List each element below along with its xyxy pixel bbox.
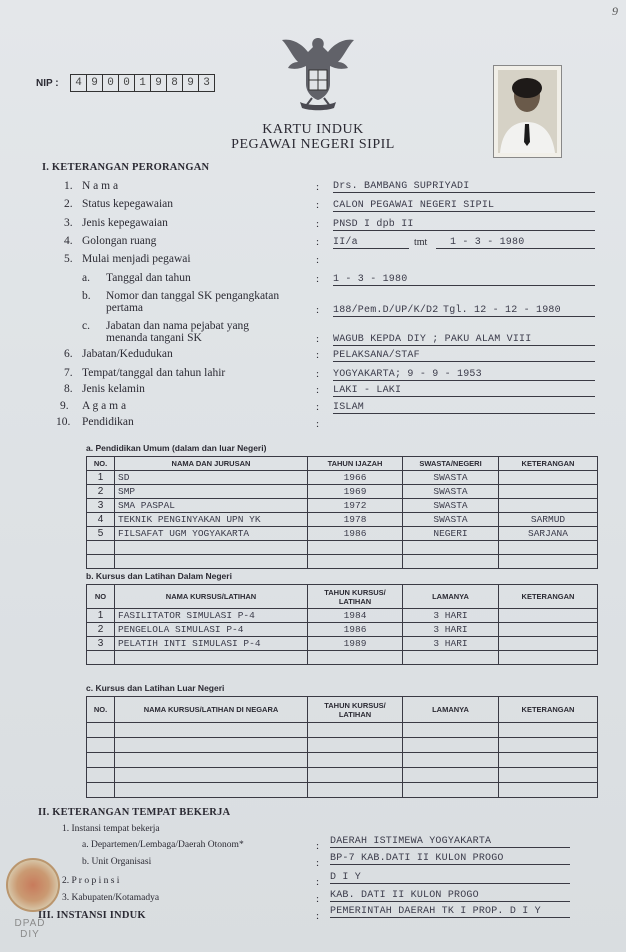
nip-label: NIP : bbox=[36, 78, 59, 89]
table-cell: 3 bbox=[87, 637, 115, 651]
table-row bbox=[87, 623, 598, 637]
col-header: NO. bbox=[87, 697, 115, 723]
col-header: NAMA KURSUS/LATIHAN DI NEGARA bbox=[115, 697, 308, 723]
table-row bbox=[87, 753, 598, 768]
table-cell bbox=[308, 738, 403, 753]
label-unit: b. Unit Organisasi bbox=[82, 857, 152, 867]
label-sk-2: pertama bbox=[106, 302, 144, 314]
table-row bbox=[87, 513, 598, 527]
col-header: LAMANYA bbox=[403, 697, 499, 723]
item-letter: c. bbox=[82, 320, 90, 332]
label-jenis: Jenis kepegawaian bbox=[82, 217, 168, 229]
table-cell bbox=[403, 768, 499, 783]
table-cell bbox=[499, 738, 598, 753]
col-header: TAHUN KURSUS/ LATIHAN bbox=[308, 585, 403, 609]
table-b-title: b. Kursus dan Latihan Dalam Negeri bbox=[86, 571, 232, 581]
watermark-line: DIY bbox=[20, 929, 40, 940]
table-row bbox=[87, 555, 598, 569]
nip-digit: 1 bbox=[135, 75, 151, 91]
document-page: 9 NIP : 4 9 0 0 1 9 8 9 3 KARTU INDUK PEGAWAI NEGERI SIPIL I. KETERANGAN PERORANGAN 1. N a m a : Drs. BAMBANG SUPRIYADI 2. Status kepegawaian : CALON PEGAWAI NEGERI SIPIL 3. Jenis kepegawaian : PNSD I dpb II 4. Golongan ruang : II/a tmt 1 - 3 - 1980 5. Mulai menjadi pegawai : a. Tanggal dan tahun : 1 - 3 - 1980 b. Nomor dan tanggal SK pengangkatan pertama : 188/Pem.D/UP/K/D2 Tgl. 12 - 12 - 1980 c. Jabatan dan nama pejabat yang menanda tangani SK : WAGUB KEPDA DIY ; PAKU ALAM VIII 6. Jabatan/Kedudukan : PELAKSANA/STAF 7. Tempat/tanggal dan tahun lahir : YOGYAKARTA; 9 - 9 - 1953 8. Jenis kelamin : LAKI - LAKI 9. A g a m a : ISLAM 10. Pendidikan : a. Pendidikan Umum (dalam dan luar Negeri) NO. NAMA DAN JURUSAN TAHUN IJAZAH SWASTA/NEGERI KETERANGAN 1 SD 1966 SWASTA 2 SMP 1969 SWASTA 3 SMA PASPAL 1972 SWASTA 4 TEKNIK PENGINYAKAN UPN YK 1978 SWASTA SARMUD 5 FILSAFAT UGM YOGYAKARTA 1986 NEGERI SARJANA b. Kursus dan Latihan Dalam Negeri NO NAMA KURSUS/LATIHAN TAHUN KURSUS/ LATIHAN LAMANYA KETERANGAN 1 FASILITATOR SIMULASI P-4 1984 3 HARI 2 PENGELOLA SIMULASI P-4 1986 3 HARI 3 PELATIH INTI SIMULASI P-4 1989 3 HARI c. Kursus dan Latihan Luar Negeri NO. NAMA KURSUS/LATIHAN DI NEGARA TAHUN KURSUS/ LATIHAN LAMANYA KETERANGAN II. KETERANGAN TEMPAT BEKERJA 1. Instansi tempat bekerja a. Departemen/Lembaga/Daerah Otonom* : DAERAH ISTIMEWA YOGYAKARTA b. Unit Organisasi : BP-7 KAB.DATI II KULON PROGO 2. P r o p i n s i : D I Y 3. Kabupaten/Kotamadya : KAB. DATI II KULON PROGO III. INSTANSI INDUK : PEMERINTAH DAERAH TK I PROP. D I Y DPAD DIY bbox=[0, 0, 626, 952]
value-tanggal-tahun: 1 - 3 - 1980 bbox=[333, 274, 595, 286]
col-header: LAMANYA bbox=[403, 585, 499, 609]
table-cell: 1986 bbox=[308, 623, 403, 637]
value-jenis-kelamin: LAKI - LAKI bbox=[333, 385, 595, 397]
value-golongan: II/a bbox=[333, 237, 409, 249]
table-row bbox=[87, 609, 598, 623]
table-cell bbox=[308, 783, 403, 798]
value-sk-nomor: 188/Pem.D/UP/K/D2 bbox=[333, 305, 443, 317]
value-status: CALON PEGAWAI NEGERI SIPIL bbox=[333, 200, 595, 212]
value-agama: ISLAM bbox=[333, 402, 595, 414]
table-cell: SWASTA bbox=[403, 499, 499, 513]
table-cell bbox=[87, 555, 115, 569]
item-letter: b. bbox=[82, 290, 91, 302]
nip-digit: 8 bbox=[167, 75, 183, 91]
label-golongan: Golongan ruang bbox=[82, 235, 157, 247]
table-cell bbox=[499, 555, 598, 569]
table-cell: 4 bbox=[87, 513, 115, 527]
label-nama: N a m a bbox=[82, 180, 119, 192]
table-cell bbox=[87, 768, 115, 783]
table-row bbox=[87, 651, 598, 665]
table-cell bbox=[308, 651, 403, 665]
label-agama: A g a m a bbox=[82, 400, 127, 412]
label-mulai: Mulai menjadi pegawai bbox=[82, 253, 191, 265]
nip-digit: 4 bbox=[71, 75, 87, 91]
watermark-line: DPAD bbox=[14, 918, 46, 929]
value-tmt: 1 - 3 - 1980 bbox=[436, 237, 595, 249]
table-cell: 2 bbox=[87, 623, 115, 637]
tgl-label: Tgl. bbox=[443, 305, 468, 316]
education-table bbox=[86, 456, 598, 569]
table-cell bbox=[403, 651, 499, 665]
value-jabatan: PELAKSANA/STAF bbox=[333, 350, 595, 362]
table-cell bbox=[308, 723, 403, 738]
table-header-row bbox=[87, 697, 598, 723]
label-instansi: 1. Instansi tempat bekerja bbox=[62, 824, 160, 834]
table-cell bbox=[115, 753, 308, 768]
table-row bbox=[87, 723, 598, 738]
col-header: TAHUN IJAZAH bbox=[308, 457, 403, 471]
table-cell: FASILITATOR SIMULASI P-4 bbox=[115, 609, 308, 623]
item-number: 6. bbox=[64, 348, 73, 360]
table-cell bbox=[87, 541, 115, 555]
table-cell: 2 bbox=[87, 485, 115, 499]
col-header: TAHUN KURSUS/ LATIHAN bbox=[308, 697, 403, 723]
table-cell bbox=[115, 723, 308, 738]
domestic-course-table bbox=[86, 584, 598, 665]
table-cell: 1972 bbox=[308, 499, 403, 513]
col-header: NO bbox=[87, 585, 115, 609]
value-unit: BP-7 KAB.DATI II KULON PROGO bbox=[330, 853, 570, 865]
table-cell bbox=[499, 623, 598, 637]
value-tempat-lahir: YOGYAKARTA; 9 - 9 - 1953 bbox=[333, 369, 595, 381]
table-row bbox=[87, 637, 598, 651]
table-cell bbox=[308, 555, 403, 569]
table-cell bbox=[403, 738, 499, 753]
sk-date-line bbox=[443, 305, 595, 317]
table-cell: PELATIH INTI SIMULASI P-4 bbox=[115, 637, 308, 651]
table-cell bbox=[403, 723, 499, 738]
table-cell: TEKNIK PENGINYAKAN UPN YK bbox=[115, 513, 308, 527]
table-cell: 3 bbox=[87, 499, 115, 513]
table-cell: SARMUD bbox=[499, 513, 598, 527]
value-propinsi: D I Y bbox=[330, 872, 570, 884]
item-number: 9. bbox=[60, 400, 69, 412]
table-cell bbox=[308, 753, 403, 768]
table-cell: FILSAFAT UGM YOGYAKARTA bbox=[115, 527, 308, 541]
label-jabatan: Jabatan/Kedudukan bbox=[82, 348, 173, 360]
table-cell bbox=[499, 471, 598, 485]
table-cell bbox=[403, 753, 499, 768]
value-departemen: DAERAH ISTIMEWA YOGYAKARTA bbox=[330, 836, 570, 848]
table-cell bbox=[499, 723, 598, 738]
table-cell bbox=[87, 738, 115, 753]
label-pejabat-1: Jabatan dan nama pejabat yang bbox=[106, 320, 250, 332]
label-departemen: a. Departemen/Lembaga/Daerah Otonom* bbox=[82, 840, 244, 850]
table-cell bbox=[499, 651, 598, 665]
table-cell bbox=[403, 783, 499, 798]
table-cell bbox=[499, 609, 598, 623]
table-cell bbox=[115, 555, 308, 569]
table-cell: PENGELOLA SIMULASI P-4 bbox=[115, 623, 308, 637]
label-tempat-lahir: Tempat/tanggal dan tahun lahir bbox=[82, 367, 226, 379]
nip-digit: 0 bbox=[103, 75, 119, 91]
table-cell bbox=[499, 768, 598, 783]
nip-digit: 9 bbox=[87, 75, 103, 91]
table-cell bbox=[87, 651, 115, 665]
archive-seal-icon bbox=[6, 858, 60, 912]
table-cell bbox=[308, 768, 403, 783]
col-header: NO. bbox=[87, 457, 115, 471]
table-cell: 3 HARI bbox=[403, 609, 499, 623]
table-a-title: a. Pendidikan Umum (dalam dan luar Negeri) bbox=[86, 443, 267, 453]
table-cell: SWASTA bbox=[403, 513, 499, 527]
col-header: NAMA DAN JURUSAN bbox=[115, 457, 308, 471]
value-pejabat: WAGUB KEPDA DIY ; PAKU ALAM VIII bbox=[333, 334, 595, 346]
label-pejabat-2: menanda tangani SK bbox=[106, 332, 202, 344]
table-header-row bbox=[87, 457, 598, 471]
table-cell: SWASTA bbox=[403, 485, 499, 499]
table-cell bbox=[499, 499, 598, 513]
table-cell bbox=[499, 637, 598, 651]
item-number: 7. bbox=[64, 367, 73, 379]
table-cell bbox=[115, 541, 308, 555]
table-cell: 1 bbox=[87, 609, 115, 623]
nip-digit: 3 bbox=[203, 77, 210, 89]
nip-digit: 9 bbox=[151, 75, 167, 91]
item-number: 8. bbox=[64, 383, 73, 395]
item-number: 2. bbox=[64, 198, 73, 210]
table-cell: SMA PASPAL bbox=[115, 499, 308, 513]
table-cell: 1989 bbox=[308, 637, 403, 651]
value-instansi-induk: PEMERINTAH DAERAH TK I PROP. D I Y bbox=[330, 906, 570, 918]
section-2-heading: II. KETERANGAN TEMPAT BEKERJA bbox=[38, 807, 231, 818]
table-cell bbox=[308, 541, 403, 555]
item-number: 10. bbox=[56, 416, 71, 428]
label-pendidikan: Pendidikan bbox=[82, 416, 134, 428]
table-cell bbox=[499, 753, 598, 768]
label-instansi-induk: III. INSTANSI INDUK bbox=[38, 910, 146, 921]
table-row bbox=[87, 485, 598, 499]
table-cell: 5 bbox=[87, 527, 115, 541]
table-cell bbox=[87, 723, 115, 738]
table-cell bbox=[87, 753, 115, 768]
value-kabupaten: KAB. DATI II KULON PROGO bbox=[330, 890, 570, 902]
section-1-heading: I. KETERANGAN PERORANGAN bbox=[42, 162, 210, 173]
table-cell: SMP bbox=[115, 485, 308, 499]
table-cell: 1978 bbox=[308, 513, 403, 527]
label-status: Status kepegawaian bbox=[82, 198, 174, 210]
watermark-text bbox=[12, 918, 48, 940]
foreign-course-table bbox=[86, 696, 598, 798]
table-cell bbox=[115, 651, 308, 665]
tmt-label: tmt bbox=[414, 237, 428, 248]
label-sk-1: Nomor dan tanggal SK pengangkatan bbox=[106, 290, 280, 302]
value-jenis: PNSD I dpb II bbox=[333, 219, 595, 231]
label-propinsi: 2. P r o p i n s i bbox=[62, 876, 120, 886]
value-nama: Drs. BAMBANG SUPRIYADI bbox=[333, 181, 595, 193]
table-c-title: c. Kursus dan Latihan Luar Negeri bbox=[86, 683, 225, 693]
table-cell bbox=[115, 768, 308, 783]
table-row bbox=[87, 499, 598, 513]
table-cell bbox=[403, 541, 499, 555]
table-row bbox=[87, 471, 598, 485]
nip-digit: 0 bbox=[119, 75, 135, 91]
col-header: NAMA KURSUS/LATIHAN bbox=[115, 585, 308, 609]
table-cell: 1984 bbox=[308, 609, 403, 623]
table-cell bbox=[499, 541, 598, 555]
table-cell: 1966 bbox=[308, 471, 403, 485]
value-sk-tanggal: 12 - 12 - 1980 bbox=[474, 305, 561, 316]
col-header: KETERANGAN bbox=[499, 585, 598, 609]
table-cell bbox=[87, 783, 115, 798]
item-number: 1. bbox=[64, 180, 73, 192]
table-row bbox=[87, 768, 598, 783]
table-cell: SARJANA bbox=[499, 527, 598, 541]
table-header-row bbox=[87, 585, 598, 609]
item-letter: a. bbox=[82, 272, 90, 284]
col-header: KETERANGAN bbox=[499, 697, 598, 723]
nip-digit: 9 bbox=[183, 75, 199, 91]
col-header: KETERANGAN bbox=[499, 457, 598, 471]
table-cell: SD bbox=[115, 471, 308, 485]
table-cell: 1969 bbox=[308, 485, 403, 499]
table-cell: 1 bbox=[87, 471, 115, 485]
table-cell: 3 HARI bbox=[403, 637, 499, 651]
page-number: 9 bbox=[612, 4, 618, 18]
label-jenis-kelamin: Jenis kelamin bbox=[82, 383, 145, 395]
item-number: 4. bbox=[64, 235, 73, 247]
table-cell bbox=[115, 738, 308, 753]
table-cell bbox=[499, 783, 598, 798]
item-number: 5. bbox=[64, 253, 73, 265]
table-cell: 3 HARI bbox=[403, 623, 499, 637]
card-subtitle: PEGAWAI NEGERI SIPIL bbox=[231, 137, 395, 152]
table-cell bbox=[403, 555, 499, 569]
table-row bbox=[87, 541, 598, 555]
card-title: KARTU INDUK bbox=[262, 122, 364, 137]
table-row bbox=[87, 527, 598, 541]
table-cell: 1986 bbox=[308, 527, 403, 541]
table-row bbox=[87, 738, 598, 753]
table-cell: NEGERI bbox=[403, 527, 499, 541]
nip-boxes bbox=[70, 74, 215, 92]
label-tanggal-tahun: Tanggal dan tahun bbox=[106, 272, 191, 284]
garuda-emblem-icon bbox=[278, 32, 358, 114]
item-number: 3. bbox=[64, 217, 73, 229]
table-cell: SWASTA bbox=[403, 471, 499, 485]
label-kabupaten: 3. Kabupaten/Kotamadya bbox=[62, 893, 160, 903]
col-header: SWASTA/NEGERI bbox=[403, 457, 499, 471]
table-cell bbox=[499, 485, 598, 499]
table-cell bbox=[115, 783, 308, 798]
table-row bbox=[87, 783, 598, 798]
